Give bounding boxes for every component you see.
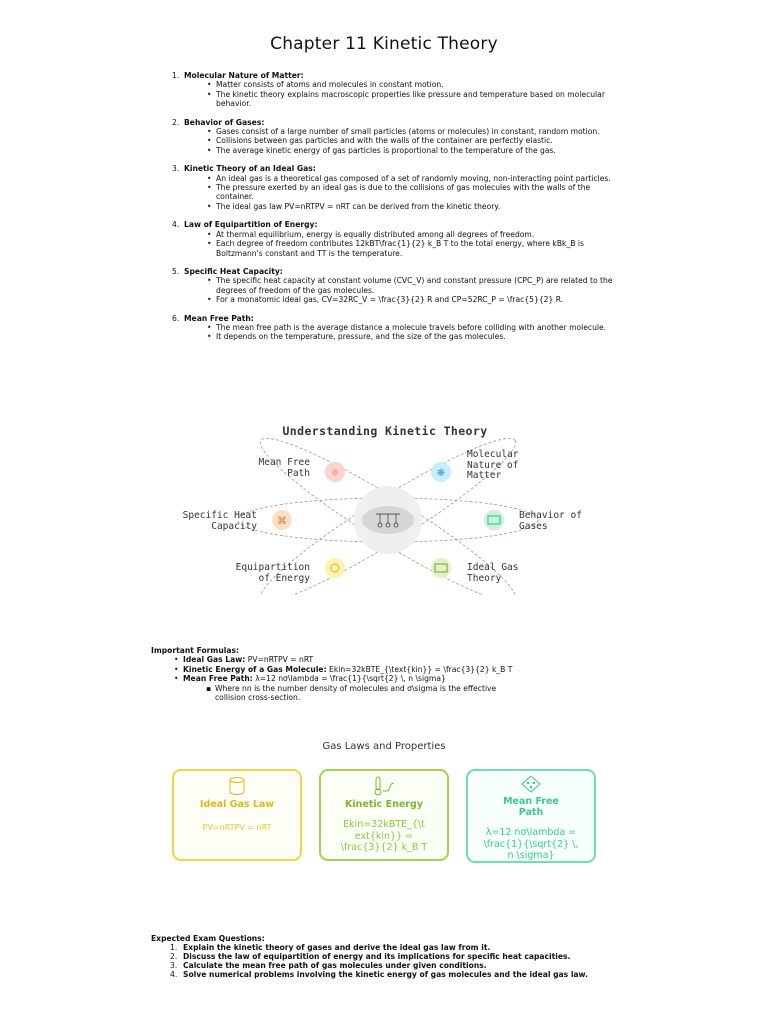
- section-bullet: • It depends on the temperature, pressure, and the size of the gas molecules.: [216, 332, 630, 341]
- kinetic-theory-diagram: [160, 420, 610, 595]
- section-heading: Behavior of Gases:: [184, 117, 265, 127]
- section-bullet: • Each degree of freedom contributes 12kBT\frac{1}{2} k_B T to the total energy, where kBk_B is Boltzmann's constant and TT is the temperature.: [216, 239, 630, 258]
- section-number: 2.: [172, 117, 180, 127]
- node-label-equipartition: Equipartition of Energy: [235, 562, 310, 584]
- page-title: Chapter 11 Kinetic Theory: [270, 34, 498, 54]
- section-number: 1.: [172, 71, 180, 80]
- node-mean-free-path: [325, 462, 345, 482]
- section-3: [170, 164, 630, 211]
- node-label-specific-heat: Specific Heat Capacity: [182, 510, 257, 532]
- node-specific-heat: [272, 510, 292, 530]
- card-kinetic-energy: [319, 769, 449, 861]
- node-label-mean-free-path: Mean Free Path: [258, 457, 310, 479]
- section-bullet: • Matter consists of atoms and molecules in constant motion.: [216, 80, 630, 89]
- exam-question: 3. Calculate the mean free path of gas molecules under given conditions.: [170, 961, 487, 971]
- section-bullet: • The specific heat capacity at constant volume (CVC_V) and constant pressure (CPC_P) are related to the degrees of freedom of the gas molecules.: [216, 276, 630, 295]
- molecule-icon: [520, 775, 542, 793]
- section-2: [170, 118, 630, 156]
- section-bullet: • The ideal gas law PV=nRTPV = nRT can be derived from the kinetic theory.: [216, 202, 630, 211]
- formulas-heading: Important Formulas:: [151, 646, 240, 655]
- section-bullet: • The mean free path is the average distance a molecule travels before colliding with another molecule.: [216, 323, 630, 332]
- section-6: [170, 314, 630, 342]
- section-5: [170, 267, 630, 305]
- diagram-title: Understanding Kinetic Theory: [282, 424, 488, 438]
- cylinder-icon: [227, 776, 247, 796]
- exam-questions: [151, 934, 621, 979]
- card-value: Ekin=32kBTE_{\t ext{kin}} = \frac{3}{2} k_B T: [340, 819, 428, 853]
- section-bullet: • Gases consist of a large number of small particles (atoms or molecules) in constant, random motion.: [216, 127, 630, 136]
- exam-question: 1. Explain the kinetic theory of gases and derive the ideal gas law from it.: [170, 943, 491, 953]
- card-mean-free-path: [466, 769, 596, 863]
- atom-icon: ⚛: [330, 468, 340, 479]
- exam-question: 2. Discuss the law of equipartition of energy and its implications for specific heat capacities.: [170, 952, 571, 962]
- section-heading: Law of Equipartition of Energy:: [184, 220, 318, 230]
- section-number: 5.: [172, 266, 180, 276]
- card-title: Ideal Gas Law: [199, 799, 275, 810]
- section-heading: Mean Free Path:: [184, 313, 254, 323]
- section-heading: Kinetic Theory of an Ideal Gas:: [184, 164, 316, 174]
- card-title: Mean Free Path: [503, 796, 559, 818]
- node-label-ideal-gas: Ideal Gas Theory: [467, 562, 519, 584]
- formula-note: ▪ Where nn is the number density of molecules and σ\sigma is the effective collision cross-section.: [183, 684, 621, 703]
- section-bullet: • For a monatomic ideal gas, CV=32RC_V = \frac{3}{2} R and CP=52RC_P = \frac{5}{2} R.: [216, 295, 630, 304]
- card-ideal-gas-law: [172, 769, 302, 861]
- section-bullet: • The pressure exerted by an ideal gas is due to the collisions of gas molecules with the walls of the container.: [216, 183, 630, 202]
- formula-item: • Mean Free Path: λ=12 nσ\lambda = \frac{1}{\sqrt{2} \, n \sigma}: [183, 674, 621, 683]
- section-number: 6.: [172, 313, 180, 323]
- section-number: 4.: [172, 220, 180, 230]
- exam-question: 4. Solve numerical problems involving the kinetic energy of gas molecules and the ideal gas law.: [170, 970, 588, 980]
- node-label-behavior-gases: Behavior of Gases: [519, 510, 582, 532]
- gas-laws-title: Gas Laws and Properties: [322, 741, 446, 752]
- section-bullet: • An ideal gas is a theoretical gas composed of a set of randomly moving, non-interacting point particles.: [216, 174, 630, 183]
- section-bullet: • The kinetic theory explains macroscopic properties like pressure and temperature based on molecular behavior.: [216, 90, 630, 109]
- section-bullet: • At thermal equilibrium, energy is equally distributed among all degrees of freedom.: [216, 230, 630, 239]
- formula-item: • Kinetic Energy of a Gas Molecule: Ekin=32kBTE_{\text{kin}} = \frac{3}{2} k_B T: [183, 665, 621, 674]
- important-formulas: [151, 646, 621, 702]
- node-label-molecular-nature: Molecular Nature of Matter: [467, 449, 519, 481]
- exam-heading: Expected Exam Questions:: [151, 934, 265, 943]
- swirl-icon: ❋: [436, 468, 446, 479]
- section-1: [170, 71, 630, 109]
- card-value: λ=12 nσ\lambda = \frac{1}{\sqrt{2} \, n \sigma}: [483, 827, 579, 861]
- section-bullet: • Collisions between gas particles and with the walls of the container are perfectly elastic.: [216, 136, 630, 145]
- section-4: [170, 220, 630, 258]
- card-title: Kinetic Energy: [345, 799, 423, 810]
- node-equipartition: [325, 558, 345, 578]
- node-molecular-nature: [431, 462, 451, 482]
- section-bullet: • The average kinetic energy of gas particles is proportional to the temperature of the gas.: [216, 146, 630, 155]
- thermometer-icon: [371, 775, 397, 797]
- node-behavior-gases: [484, 510, 504, 530]
- section-heading: Molecular Nature of Matter:: [184, 71, 304, 80]
- section-number: 3.: [172, 164, 180, 174]
- node-ideal-gas: [431, 558, 451, 578]
- card-value: PV=nRTPV = nRT: [202, 823, 272, 832]
- topic-outline: [170, 71, 630, 351]
- thermometer-icon: ⌘: [277, 516, 287, 527]
- formula-item: • Ideal Gas Law: PV=nRTPV = nRT: [183, 655, 621, 664]
- section-heading: Specific Heat Capacity:: [184, 266, 283, 276]
